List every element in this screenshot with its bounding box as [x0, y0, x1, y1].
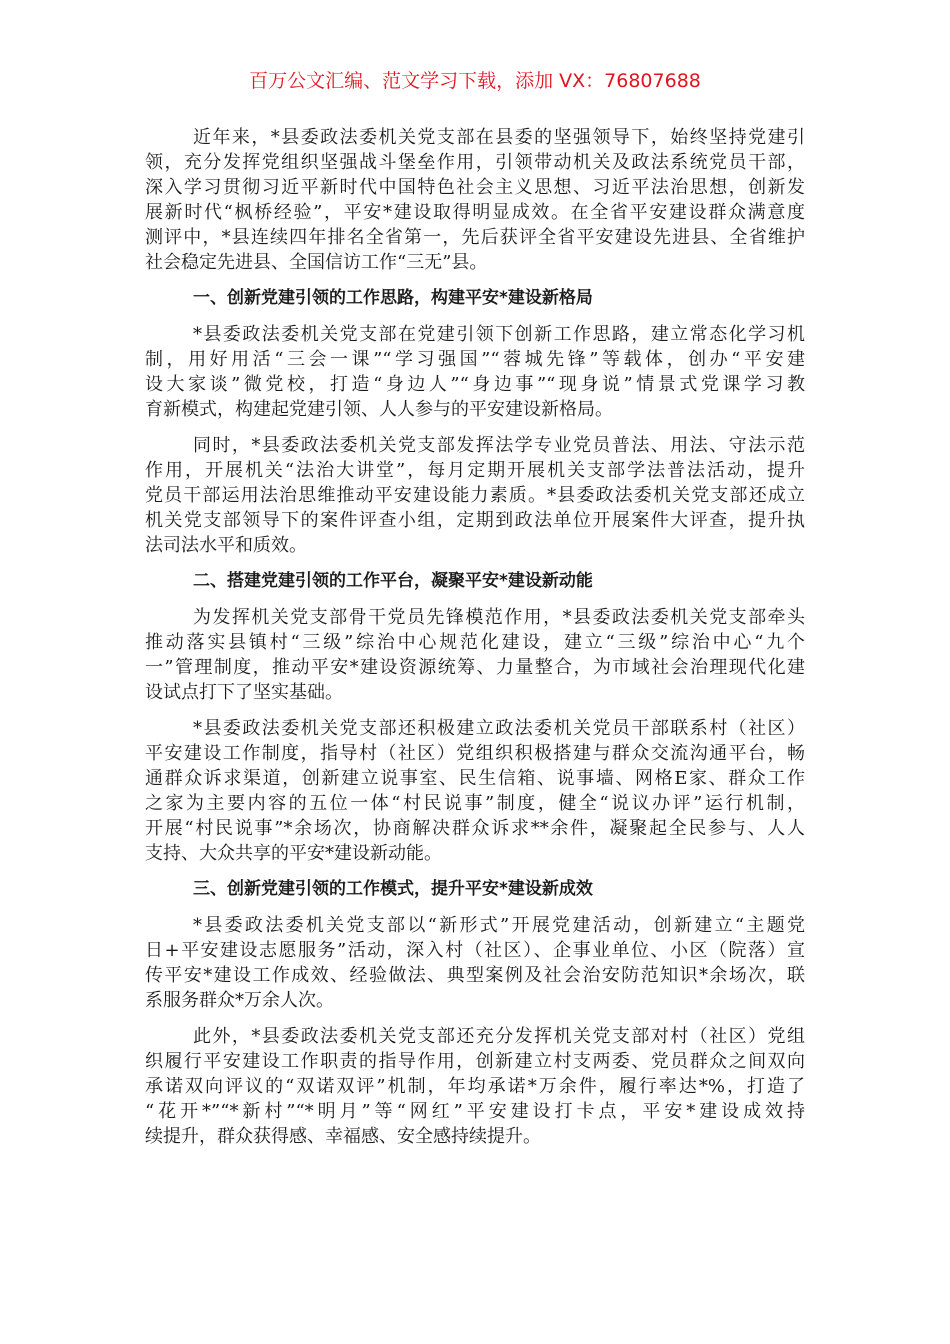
- paragraph: [145, 913, 805, 1013]
- text-line: *县委政法委机关党支部还积极建立政法委机关党员干部联系村（社区）: [193, 718, 805, 739]
- text-line: 制，用好用活“三会一课”“学习强国”“蓉城先锋”等载体，创办“平安建: [145, 349, 805, 370]
- text-line: 一、创新党建引领的工作思路，构建平安*建设新格局: [193, 288, 593, 308]
- text-line: 党员干部运用法治思维推动平安建设能力素质。*县委政法委机关党支部还成立: [145, 485, 805, 506]
- paragraph: [145, 322, 805, 422]
- text-line: 此外，*县委政法委机关党支部还充分发挥机关党支部对村（社区）党组: [193, 1026, 805, 1047]
- text-line: *县委政法委机关党支部在党建引领下创新工作思路，建立常态化学习机: [193, 324, 805, 345]
- text-line: *县委政法委机关党支部以“新形式”开展党建活动，创新建立“主题党: [193, 915, 805, 936]
- text-line: 育新模式，构建起党建引领、人人参与的平安建设新格局。: [145, 399, 613, 420]
- section-heading: [145, 569, 805, 594]
- text-line: 展新时代“枫桥经验”，平安*建设取得明显成效。在全省平安建设群众满意度: [145, 202, 805, 223]
- document-body: [145, 125, 805, 1160]
- paragraph: [145, 605, 805, 705]
- text-line: 之家为主要内容的五位一体“村民说事”制度，健全“说议办评”运行机制，: [145, 793, 805, 814]
- text-line: 三、创新党建引领的工作模式，提升平安*建设新成效: [193, 879, 593, 899]
- text-line: 近年来，*县委政法委机关党支部在县委的坚强领导下，始终坚持党建引: [193, 127, 805, 148]
- text-line: 续提升，群众获得感、幸福感、安全感持续提升。: [145, 1126, 541, 1147]
- paragraph: [145, 433, 805, 558]
- text-line: 设试点打下了坚实基础。: [145, 682, 343, 703]
- paragraph: [145, 125, 805, 275]
- text-line: 支持、大众共享的平安*建设新动能。: [145, 843, 442, 864]
- text-line: 测评中，*县连续四年排名全省第一，先后获评全省平安建设先进县、全省维护: [145, 227, 805, 248]
- text-line: 为发挥机关党支部骨干党员先锋模范作用，*县委政法委机关党支部牵头: [193, 607, 805, 628]
- text-line: 机关党支部领导下的案件评查小组，定期到政法单位开展案件大评查，提升执: [145, 510, 805, 531]
- paragraph: [145, 716, 805, 866]
- watermark-banner: 百万公文汇编、范文学习下载，添加 VX：76807688: [249, 70, 701, 92]
- text-line: 日+平安建设志愿服务”活动，深入村（社区）、企事业单位、小区（院落）宣: [145, 940, 805, 961]
- text-line: “花开*”“*新村”“*明月”等“网红”平安建设打卡点，平安*建设成效持: [145, 1101, 805, 1122]
- text-line: 织履行平安建设工作职责的指导作用，创新建立村支两委、党员群众之间双向: [145, 1051, 805, 1072]
- text-line: 领，充分发挥党组织坚强战斗堡垒作用，引领带动机关及政法系统党员干部，: [145, 152, 805, 173]
- text-line: 传平安*建设工作成效、经验做法、典型案例及社会治安防范知识*余场次，联: [145, 965, 805, 986]
- text-line: 系服务群众*万余人次。: [145, 990, 334, 1011]
- text-line: 开展“村民说事”*余场次，协商解决群众诉求**余件，凝聚起全民参与、人人: [145, 818, 805, 839]
- section-heading: [145, 286, 805, 311]
- text-line: 推动落实县镇村“三级”综治中心规范化建设，建立“三级”综治中心“九个: [145, 632, 805, 653]
- text-line: 承诺双向评议的“双诺双评”机制，年均承诺*万余件，履行率达*%，打造了: [145, 1076, 805, 1097]
- text-line: 作用，开展机关“法治大讲堂”，每月定期开展机关支部学法普法活动，提升: [145, 460, 805, 481]
- text-line: 法司法水平和质效。: [145, 535, 307, 556]
- paragraph: [145, 1024, 805, 1149]
- text-line: 社会稳定先进县、全国信访工作“三无”县。: [145, 252, 488, 273]
- text-line: 平安建设工作制度，指导村（社区）党组织积极搭建与群众交流沟通平台，畅: [145, 743, 805, 764]
- text-line: 深入学习贯彻习近平新时代中国特色社会主义思想、习近平法治思想，创新发: [145, 177, 805, 198]
- text-line: 一”管理制度，推动平安*建设资源统筹、力量整合，为市域社会治理现代化建: [145, 657, 805, 678]
- text-line: 二、搭建党建引领的工作平台，凝聚平安*建设新动能: [193, 571, 593, 591]
- text-line: 通群众诉求渠道，创新建立说事室、民生信箱、说事墙、网格E家、群众工作: [145, 768, 805, 789]
- section-heading: [145, 877, 805, 902]
- text-line: 同时，*县委政法委机关党支部发挥法学专业党员普法、用法、守法示范: [193, 435, 805, 456]
- text-line: 设大家谈”微党校，打造“身边人”“身边事”“现身说”情景式党课学习教: [145, 374, 805, 395]
